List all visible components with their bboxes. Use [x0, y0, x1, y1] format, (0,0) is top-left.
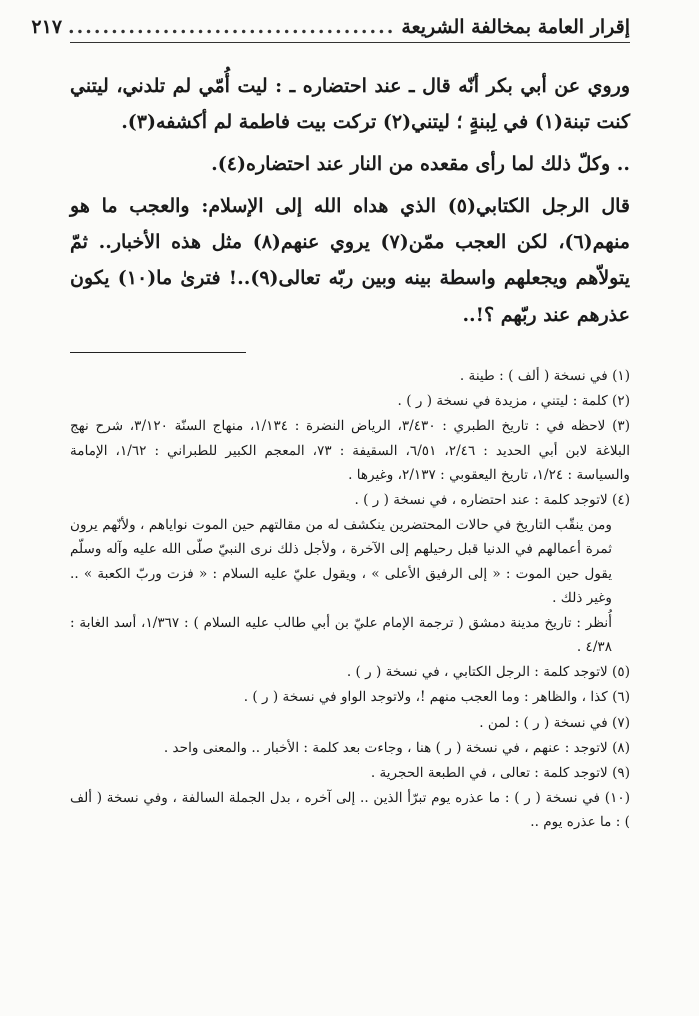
paragraph: وروي عن أبي بكر أنّه قال ـ عند احتضاره ـ : ليت أُمّي لم تلدني، ليتني كنت تبنة(١) في لِبنةٍ ؛ ليتني(٢) تركت بيت فاطمة لم أكشفه(٣). — [70, 75, 630, 134]
running-title: إقرار العامة بمخالفة الشريعة — [401, 16, 630, 38]
footnote: (١) في نسخة ( ألف ) : طينة . — [459, 368, 630, 384]
main-text — [70, 68, 630, 339]
footnote: (٥) لاتوجد كلمة : الرجل الكتابي ، في نسخة ( ر ) . — [346, 664, 630, 681]
footnote-continuation: ومن ينقّب التاريخ في حالات المحتضرين ينكشف له من مقالتهم حين الموت نواياهم ، ولأنّهم يرون ثمرة أعمالهم في الدنيا قبل رحيلهم إلى الآخرة ، ولأجل ذلك نرى النبيّ صلّى الله عليه وآله وسلّم يقول حين الموت : « إلى الرفيق الأعلى » ، ويقول عليّ عليه السلام : « فزت وربّ الكعبة » .. وغير ذلك . — [70, 517, 612, 606]
footnote: (٣) لاحظه في : تاريخ الطبري : ٣/٤٣٠، الرياض النضرة : ١/١٣٤، منهاج السنّة ٣/١٢٠، شرح نهج البلاغة لابن أبي الحديد : ٢/٤٦، ٦/٥١، السقيفة : ٧٣، المعجم الكبير للطبراني : ١/٦٢، الإمامة والسياسة : ١/٢٤، تاريخ اليعقوبي : ٢/١٣٧، وغيرها . — [70, 418, 631, 483]
footnote: (٢) كلمة : ليتني ، مزيدة في نسخة ( ر ) . — [397, 393, 630, 410]
paragraph: قال الرجل الكتابي(٥) الذي هداه الله إلى الإسلام: والعجب ما هو منهم(٦)، لكن العجب ممّن(٧) يروي عنهم(٨) مثل هذه الأخبار.. ثمّ يتولاّهم ويجعلهم واسطة بينه وبين ربّه تعالى(٩)..! فترىٰ ما(١٠) يكون عذرهم عند ربّهم ؟!.. — [70, 195, 631, 326]
footnote-continuation: أُنظر : تاريخ مدينة دمشق ( ترجمة الإمام عليّ بن أبي طالب عليه السلام ) : ١/٣٦٧، أسد الغابة : ٤/٣٨ . — [70, 614, 612, 656]
footnote: (٧) في نسخة ( ر ) : لمن . — [479, 714, 630, 731]
running-header — [31, 16, 630, 43]
footnotes — [70, 364, 630, 836]
footnote: (٨) لاتوجد : عنهم ، في نسخة ( ر ) هنا ، وجاءت بعد كلمة : الأخبار .. والمعنى واحد . — [163, 739, 630, 756]
footnote: (٦) كذا ، والظاهر : وما العجب منهم !، ولاتوجد الواو في نسخة ( ر ) . — [243, 689, 630, 706]
page-number: ٢١٧ — [31, 16, 63, 38]
footnote-separator — [70, 352, 246, 353]
leader-dots: ...................................... — [68, 16, 396, 38]
paragraph: .. وكلّ ذلك لما رأى مقعده من النار عند احتضاره(٤). — [211, 153, 630, 176]
footnote: (١٠) في نسخة ( ر ) : ما عذره يوم تبرّأ الذين .. إلى آخره ، بدل الجملة السالفة ، وفي نسخة ( ألف ) : ما عذره يوم .. — [70, 790, 630, 831]
footnote: (٤) لاتوجد كلمة : عند احتضاره ، في نسخة ( ر ) . — [354, 491, 630, 508]
footnote: (٩) لاتوجد كلمة : تعالى ، في الطبعة الحجرية . — [370, 765, 630, 781]
